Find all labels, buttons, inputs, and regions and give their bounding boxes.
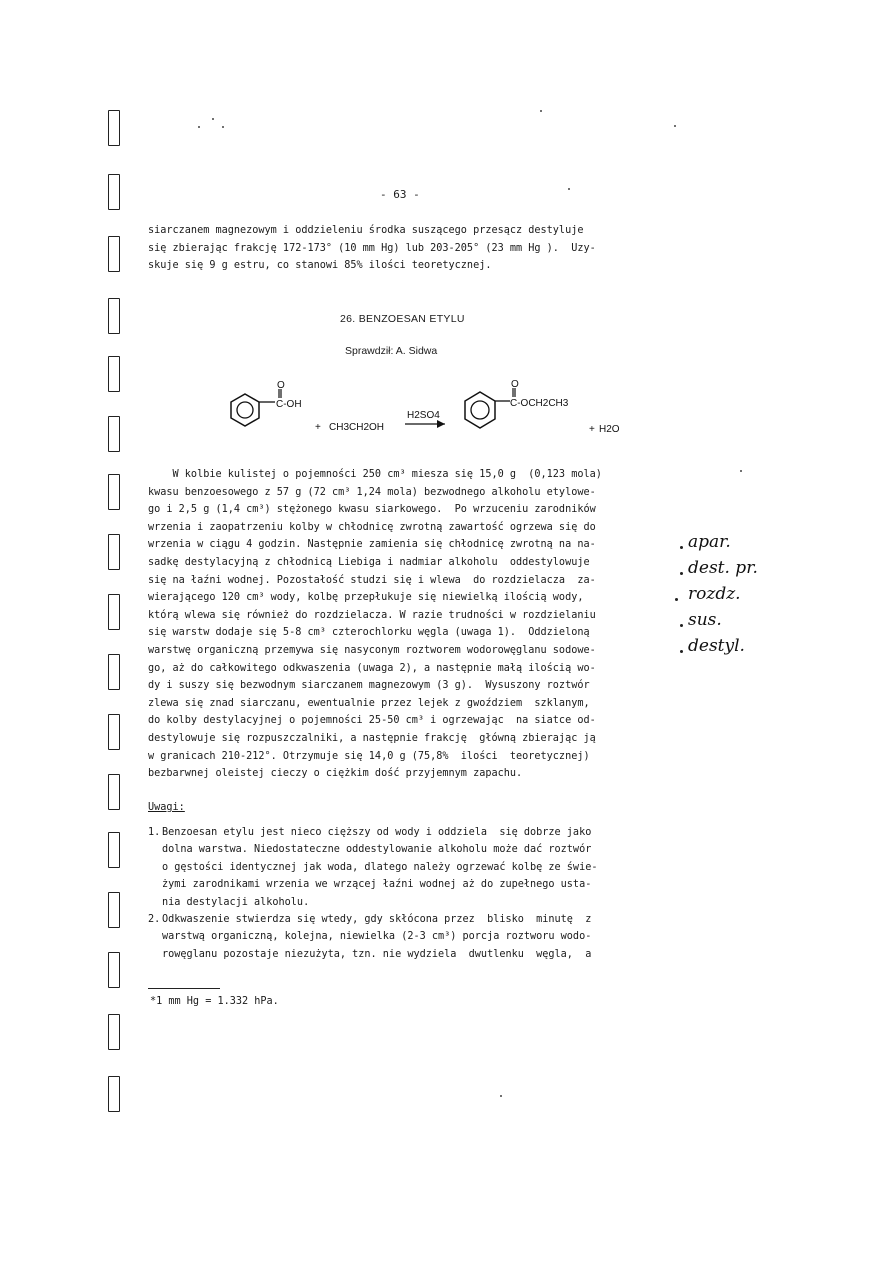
arrow-head-icon bbox=[437, 420, 445, 428]
punch-hole bbox=[108, 110, 120, 146]
plus-sign: + bbox=[589, 424, 595, 435]
text-line: go i 2,5 g (1,4 cm³) stężonego kwasu siarkowego. Po wrzuceniu zarodników bbox=[148, 504, 596, 516]
text-line: W kolbie kulistej o pojemności 250 cm³ miesza się 15,0 g (0,123 mola) bbox=[148, 469, 602, 480]
margin-note: apar. bbox=[688, 532, 731, 552]
text-line: w granicach 210-212°. Otrzymuje się 14,0 g (75,8% ilości teoretycznej) bbox=[148, 750, 590, 762]
punch-hole bbox=[108, 236, 120, 272]
footnote: *1 mm Hg = 1.332 hPa. bbox=[150, 996, 279, 1007]
text-line: zlewa się znad siarczanu, ewentualnie przez lejek z gwoździem szklanym, bbox=[148, 697, 590, 709]
text-line: wierającego 120 cm³ wody, kolbę przepłukuje się niewielką ilością wody, bbox=[148, 592, 584, 604]
scan-speck bbox=[740, 470, 742, 472]
notes-heading: Uwagi: bbox=[148, 802, 185, 813]
plus-sign: + bbox=[315, 422, 321, 433]
note-item bbox=[148, 911, 688, 963]
text-line: bezbarwnej oleistej cieczy o ciężkim dość przyjemnym zapachu. bbox=[148, 768, 523, 780]
scan-speck bbox=[198, 126, 200, 128]
text-line: się warstw dodaje się 5-8 cm³ czterochlorku węgla (uwaga 1). Oddzieloną bbox=[148, 627, 590, 639]
punch-hole bbox=[108, 356, 120, 392]
text-line: się na łaźni wodnej. Pozostałość studzi się i wlewa do rozdzielacza za- bbox=[148, 574, 596, 586]
handwritten-margin-notes bbox=[688, 532, 758, 662]
text-line: warstwą organiczną, kolejna, niewielka (2-3 cm³) porcja roztworu wodo- bbox=[162, 931, 592, 943]
margin-note: sus. bbox=[688, 610, 722, 630]
text-line: nia destylacji alkoholu. bbox=[162, 896, 310, 908]
scan-speck bbox=[568, 188, 570, 190]
text-line: go, aż do całkowitego odkwaszenia (uwaga 2), a następnie małą ilością wo- bbox=[148, 662, 596, 674]
margin-dot bbox=[680, 650, 683, 653]
text-line: kwasu benzoesowego z 57 g (72 cm³ 1,24 mola) bezwodnego alkoholu etylowe- bbox=[148, 486, 596, 498]
punch-hole bbox=[108, 1014, 120, 1050]
text-line: o gęstości identycznej jak woda, dlatego należy ogrzewać kolbę ze świe- bbox=[162, 861, 598, 873]
punch-hole bbox=[108, 952, 120, 988]
product-o: O bbox=[511, 380, 519, 390]
punch-hole bbox=[108, 594, 120, 630]
text-line: warstwę organiczną przemywa się nasyconym roztworem wodorowęglanu sodowe- bbox=[148, 644, 596, 656]
text-line: skuje się 9 g estru, co stanowi 85% ilości teoretycznej. bbox=[148, 260, 492, 272]
benzene-ring-icon bbox=[465, 392, 495, 428]
scan-speck bbox=[212, 118, 214, 120]
punch-hole bbox=[108, 534, 120, 570]
scan-speck bbox=[540, 110, 542, 112]
benzene-ring-icon bbox=[231, 394, 259, 426]
notes-list bbox=[148, 824, 688, 963]
punch-hole bbox=[108, 654, 120, 690]
text-line: się zbierając frakcję 172-173° (10 mm Hg) lub 203-205° (23 mm Hg ). Uzy- bbox=[148, 242, 596, 254]
text-line: wrzenia i zaopatrzeniu kolby w chłodnicę zwrotną zawartość ogrzewa się do bbox=[148, 521, 596, 533]
text-line: wrzenia w ciągu 4 godzin. Następnie zamienia się chłodnicę zwrotną na na- bbox=[148, 539, 596, 551]
water: H2O bbox=[599, 424, 620, 435]
text-line: Benzoesan etylu jest nieco cięższy od wody i oddziela się dobrze jako bbox=[162, 827, 592, 838]
text-line: dolna warstwa. Niedostateczne oddestylowanie alkoholu może dać roztwór bbox=[162, 844, 592, 856]
punch-hole bbox=[108, 832, 120, 868]
reactant-o: O bbox=[277, 380, 285, 391]
margin-dot bbox=[680, 546, 683, 549]
note-number: 2. bbox=[148, 913, 161, 925]
text-line: dy i suszy się bezwodnym siarczanem magnezowym (3 g). Wysuszony roztwór bbox=[148, 680, 590, 692]
scan-speck bbox=[500, 1095, 502, 1097]
margin-note: destyl. bbox=[688, 636, 745, 656]
text-line: rowęglanu pozostaje niezużyta, tzn. nie wydziela dwutlenku węgla, a bbox=[162, 948, 592, 960]
punch-hole bbox=[108, 474, 120, 510]
text-line: sadkę destylacyjną z chłodnicą Liebiga i nadmiar alkoholu oddestylowuje bbox=[148, 556, 590, 568]
margin-note: rozdz. bbox=[688, 584, 741, 604]
punch-hole bbox=[108, 1076, 120, 1112]
punch-hole bbox=[108, 714, 120, 750]
punch-hole bbox=[108, 774, 120, 810]
margin-dot bbox=[680, 624, 683, 627]
margin-dot bbox=[680, 572, 683, 575]
footnote-rule bbox=[148, 988, 220, 989]
text-line: którą wlewa się również do rozdzielacza. W razie trudności w rozdzielaniu bbox=[148, 609, 596, 621]
punch-hole bbox=[108, 416, 120, 452]
reaction-scheme bbox=[225, 380, 645, 444]
margin-dot bbox=[675, 598, 678, 601]
text-line: Odkwaszenie stwierdza się wtedy, gdy skłócona przez blisko minutę z bbox=[162, 913, 592, 925]
note-item bbox=[148, 824, 688, 911]
scan-speck bbox=[222, 126, 224, 128]
intro-paragraph bbox=[148, 222, 683, 275]
text-line: żymi zarodnikami wrzenia we wrzącej łaźni wodnej aż do zupełnego usta- bbox=[162, 879, 592, 891]
procedure-paragraph bbox=[148, 466, 683, 783]
text-line: do kolby destylacyjnej o pojemności 25-50 cm³ i ogrzewając na siatce od- bbox=[148, 715, 596, 727]
ethanol: CH3CH2OH bbox=[329, 422, 385, 433]
punch-hole bbox=[108, 298, 120, 334]
scan-speck bbox=[674, 125, 676, 127]
note-number: 1. bbox=[148, 827, 161, 838]
section-title: 26. BENZOESAN ETYLU bbox=[340, 313, 465, 325]
text-line: destylowuje się rozpuszczalniki, a następnie frakcję główną zbierając ją bbox=[148, 732, 596, 744]
punch-hole bbox=[108, 892, 120, 928]
product-group: C-OCH2CH3 bbox=[510, 398, 569, 409]
punch-hole bbox=[108, 174, 120, 210]
reactant-group: C-OH bbox=[276, 399, 302, 410]
text-line: siarczanem magnezowym i oddzieleniu środka suszącego przesącz destyluje bbox=[148, 225, 584, 236]
page-number: - 63 - bbox=[380, 188, 420, 201]
catalyst: H2SO4 bbox=[407, 410, 440, 421]
margin-note: dest. pr. bbox=[688, 558, 758, 578]
checked-by: Sprawdził: A. Sidwa bbox=[345, 345, 438, 357]
